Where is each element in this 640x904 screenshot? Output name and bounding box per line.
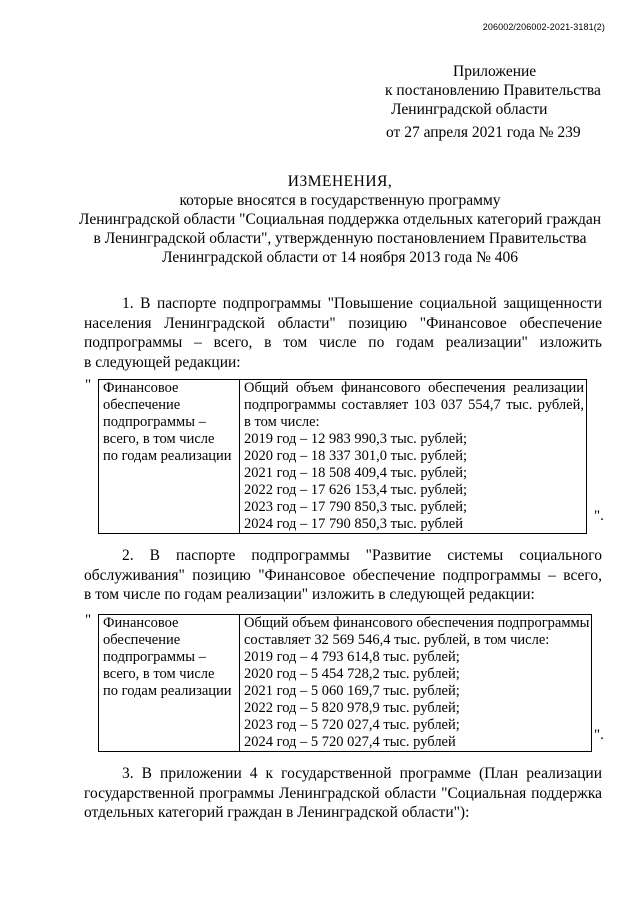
title-line: Ленинградской области "Социальная поддержка отдельных категорий граждан [78, 211, 602, 228]
open-quote: " [85, 377, 92, 393]
table-label-cell [99, 615, 240, 752]
paragraph-line: в следующей редакции: [84, 353, 241, 371]
label-line: обеспечение [103, 632, 181, 648]
title-heading: ИЗМЕНЕНИЯ, [287, 173, 393, 190]
title-line: в Ленинградской области", утвержденную постановлением Правительства [93, 230, 587, 247]
section-2-paragraph [84, 546, 602, 605]
paragraph-line: 3. В приложении 4 к государственной программе (План реализации [122, 765, 602, 782]
paragraph-line: в том числе по годам реализации" изложить в следующей редакции: [84, 586, 535, 603]
value-line: составляет 32 569 546,4 тыс. рублей, в том числе: [244, 632, 550, 648]
close-quote: ". [594, 508, 604, 524]
financing-table-2 [98, 614, 592, 752]
open-quote: " [85, 612, 92, 628]
value-line: в том числе: [244, 414, 320, 430]
value-line: 2020 год – 18 337 301,0 тыс. рублей; [244, 448, 468, 464]
value-line: 2021 год – 5 060 169,7 тыс. рублей; [244, 683, 460, 699]
title-line: которые вносятся в государственную программу [179, 192, 501, 209]
appendix-header [376, 62, 606, 142]
appendix-line: к постановлению Правительства [385, 82, 601, 99]
value-line: 2024 год – 17 790 850,3 тыс. рублей [244, 516, 464, 532]
table-label-cell [99, 380, 240, 534]
paragraph-line: подпрограммы – всего, в том числе по годам реализации" изложить [84, 334, 602, 351]
value-line: 2019 год – 12 983 990,3 тыс. рублей; [244, 431, 468, 447]
value-line: Общий объем финансового обеспечения реализации [244, 380, 584, 396]
value-line: подпрограммы составляет 103 037 554,7 тыс. рублей, [244, 397, 584, 413]
value-line: 2022 год – 5 820 978,9 тыс. рублей; [244, 700, 460, 716]
value-line: 2021 год – 18 508 409,4 тыс. рублей; [244, 465, 468, 481]
section-1-paragraph [84, 294, 602, 372]
section-3-paragraph [84, 764, 602, 823]
appendix-line: Ленинградской области [391, 101, 548, 118]
paragraph-line: отдельных категорий граждан в Ленинградской области"): [84, 804, 470, 821]
value-line: 2024 год – 5 720 027,4 тыс. рублей [244, 734, 456, 750]
table-row [99, 615, 592, 752]
label-line: подпрограммы – [103, 414, 206, 430]
document-title [60, 172, 620, 267]
label-line: подпрограммы – [103, 649, 206, 665]
document-id: 206002/206002-2021-3181(2) [482, 22, 605, 32]
label-line: обеспечение [103, 397, 181, 413]
value-line: 2022 год – 17 626 153,4 тыс. рублей; [244, 482, 468, 498]
label-line: по годам реализации [103, 683, 232, 699]
financing-table-1 [98, 379, 587, 534]
value-line: 2023 год – 17 790 850,3 тыс. рублей; [244, 499, 468, 515]
appendix-date-line: от 27 апреля 2021 года № 239 [386, 124, 581, 141]
table-row [99, 380, 587, 534]
value-line: 2019 год – 4 793 614,8 тыс. рублей; [244, 649, 460, 665]
table-value-cell [240, 615, 592, 752]
paragraph-line: государственной программы Ленинградской области "Социальная поддержка [84, 784, 602, 802]
appendix-line: Приложение [453, 63, 537, 80]
value-line: 2023 год – 5 720 027,4 тыс. рублей; [244, 717, 460, 733]
paragraph-line: 1. В паспорте подпрограммы "Повышение социальной защищенности [122, 295, 602, 312]
label-line: Финансовое [103, 380, 179, 396]
label-line: всего, в том числе [103, 431, 215, 447]
close-quote: ". [594, 727, 604, 743]
paragraph-line: обслуживания" позицию "Финансовое обеспечение подпрограммы – всего, [84, 566, 602, 584]
paragraph-line: 2. В паспорте подпрограммы "Развитие системы социального [122, 547, 602, 564]
label-line: всего, в том числе [103, 666, 215, 682]
table-value-cell [240, 380, 587, 534]
label-line: по годам реализации [103, 448, 232, 464]
value-line: Общий объем финансового обеспечения подпрограммы [244, 615, 590, 631]
title-line: Ленинградской области от 14 ноября 2013 года № 406 [161, 249, 519, 266]
label-line: Финансовое [103, 615, 179, 631]
value-line: 2020 год – 5 454 728,2 тыс. рублей; [244, 666, 460, 682]
paragraph-line: населения Ленинградской области" позицию "Финансовое обеспечение [84, 314, 602, 332]
